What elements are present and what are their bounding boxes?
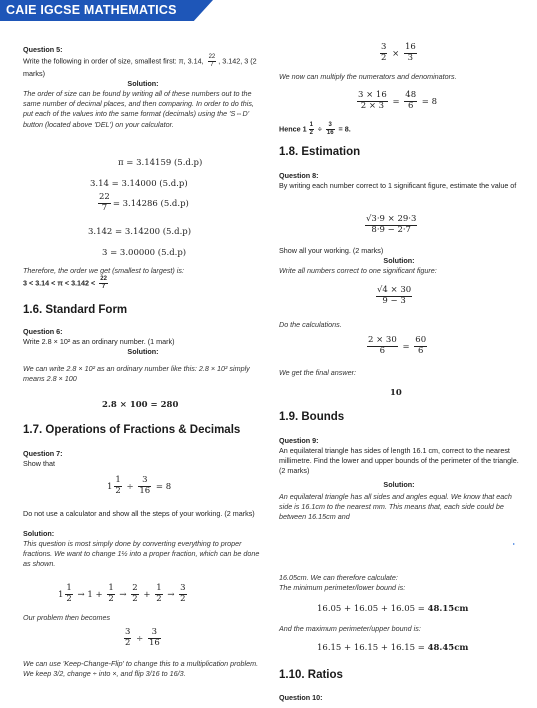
q6-solution-label: Solution: <box>127 347 159 356</box>
multiply-result: $\frac{3 \times 16}{2 \times 3}$ = $\frac{48}{6}$ = 8 <box>358 90 438 111</box>
q7-problem: $\frac{3}{2}$ ÷ $\frac{3}{16}$ <box>125 627 160 648</box>
q9-max-eq-text: 16.15 + 16.15 + 16.15 = <box>317 643 428 653</box>
q7-note: Do not use a calculator and show all the steps of your working. (2 marks) <box>23 509 255 518</box>
section-heading-1-8: 1.8. Estimation <box>279 146 361 158</box>
q8-rounded: $\frac{√4 \times 30}{9 - 3}$ <box>377 285 412 306</box>
q8-calc-result: $\frac{2 \times 30}{6}$ = $\frac{60}{6}$ <box>368 335 427 356</box>
q5-eq1: π = 3.14159 (5.d.p) <box>118 158 203 168</box>
q6-explain: We can write 2.8 × 10² as an ordinary number like this: 2.8 × 10² simply means 2.8 × 100 <box>23 364 250 384</box>
q8-answer-text: 10 <box>390 388 402 398</box>
q9-solution-label: Solution: <box>383 480 415 489</box>
q8-calc: Do the calculations. <box>279 320 342 329</box>
q9-max-eq <box>317 642 468 654</box>
section-heading-1-10: 1.10. Ratios <box>279 669 343 681</box>
q9-min-eq-text: 16.05 + 16.05 + 16.05 = <box>317 604 428 614</box>
q8-explain: Write all numbers correct to one significant figure: <box>279 266 437 275</box>
q6-answer-text: 2.8 × 100 = 280 <box>102 400 179 410</box>
multiply-expression: $\frac{3}{2}$ × $\frac{16}{3}$ <box>381 42 416 63</box>
q6-prompt: Write 2.8 × 10² as an ordinary number. (1 mark) <box>23 337 175 346</box>
section-heading-1-9: 1.9. Bounds <box>279 411 345 423</box>
q7-prompt: Show that <box>23 459 55 468</box>
q5-order: 3 < 3.14 < π < 3.142 < $\frac{22}{7}$ <box>23 276 107 290</box>
q9-title: Question 9: <box>279 436 319 445</box>
q5-eq2: 3.14 = 3.14000 (5.d.p) <box>90 179 188 189</box>
q7-kcf: We can use 'Keep-Change-Flip' to change this to a multiplication problem. We keep 3/2, change ÷ into ×, and flip 3/16 to 16/3. <box>23 659 259 679</box>
q9-prompt: An equilateral triangle has sides of length 16.1 cm, correct to the nearest millimetre. Find the lower and upper bounds of the perimeter of the triangle. (2 marks) <box>279 446 519 476</box>
q8-answer <box>390 387 402 399</box>
q5-conclusion: Therefore, the order we get (smallest to largest) is: <box>23 266 184 275</box>
q7-becomes: Our problem then becomes <box>23 613 111 622</box>
q7-explain: This question is most simply done by converting everything to proper fractions. We want to change 1½ into a proper fraction, which can be done as shown. <box>23 539 260 569</box>
q8-prompt: By writing each number correct to 1 significant figure, estimate the value of <box>279 181 517 190</box>
q9-min-eq <box>317 603 468 615</box>
q5-eq4: 3.142 = 3.14200 (5.d.p) <box>88 227 192 237</box>
q8-title: Question 8: <box>279 171 319 180</box>
q9-explain: An equilateral triangle has all sides and angles equal. We know that each side is 16.1cm to the nearest mm. This means that, each side could be between 16.15cm and <box>279 492 512 522</box>
q5-solution-label: Solution: <box>127 79 159 88</box>
q5-eq3: = 3.14286 (5.d.p) <box>112 198 189 209</box>
page-title: CAIE IGCSE MATHEMATICS <box>6 3 177 17</box>
q9-max-label: And the maximum perimeter/upper bound is: <box>279 624 421 633</box>
q8-show: Show all your working. (2 marks) <box>279 246 384 255</box>
section-heading-1-7: 1.7. Operations of Fractions & Decimals <box>23 424 241 436</box>
q9-explain2: 16.05cm. We can therefore calculate: <box>279 573 398 582</box>
q6-answer <box>102 399 178 411</box>
multiply-note: We now can multiply the numerators and denominators. <box>279 72 457 81</box>
q6-title: Question 6: <box>23 327 63 336</box>
q5-eq3-row: $\frac{22}{7}$ = 3.14286 (5.d.p) <box>99 192 189 213</box>
q5-prompt: Write the following in order of size, smallest first: π, 3.14, $\frac{22}{7}$ , 3.142, 3 (2 marks) <box>23 54 257 78</box>
q9-min-answer: 48.15cm <box>427 604 469 614</box>
q9-max-answer: 48.45cm <box>427 643 469 653</box>
q5-title: Question 5: <box>23 45 63 54</box>
q7-conversion: 1 $\frac{1}{2}$ → 1 + $\frac{1}{2}$ → $\frac{2}{2}$ + $\frac{1}{2}$ → $\frac{3}{2}$ <box>58 583 186 604</box>
section-heading-1-6: 1.6. Standard Form <box>23 304 128 316</box>
hence: Hence 1 $\frac{1}{2}$ ÷ $\frac{3}{16}$ = 8. <box>279 122 351 136</box>
q10-title: Question 10: <box>279 693 323 702</box>
q9-min-label: The minimum perimeter/lower bound is: <box>279 583 406 592</box>
sidebar-mark-icon: ▸ <box>513 541 516 546</box>
q8-expression: $\frac{√3\cdot 9 \times 29\cdot 3}{8\cdot 9 - 2\cdot 7}$ <box>366 214 417 235</box>
q7-expression: 1 $\frac{1}{2}$ ÷ $\frac{3}{16}$ = 8 <box>107 475 172 496</box>
q8-solution-label: Solution: <box>383 256 415 265</box>
q8-final: We get the final answer: <box>279 368 356 377</box>
q7-title: Question 7: <box>23 449 63 458</box>
q5-explain: The order of size can be found by writing all of these numbers out to the same number of decimal places, and then comparing. In order to do this, put each of the values into the same format (decimals) using the 'S⇔D' button (located above 'DEL') on your calculator. <box>23 89 254 129</box>
q7-solution-label: Solution: <box>23 529 55 538</box>
q5-eq5: 3 = 3.00000 (5.d.p) <box>102 248 187 258</box>
